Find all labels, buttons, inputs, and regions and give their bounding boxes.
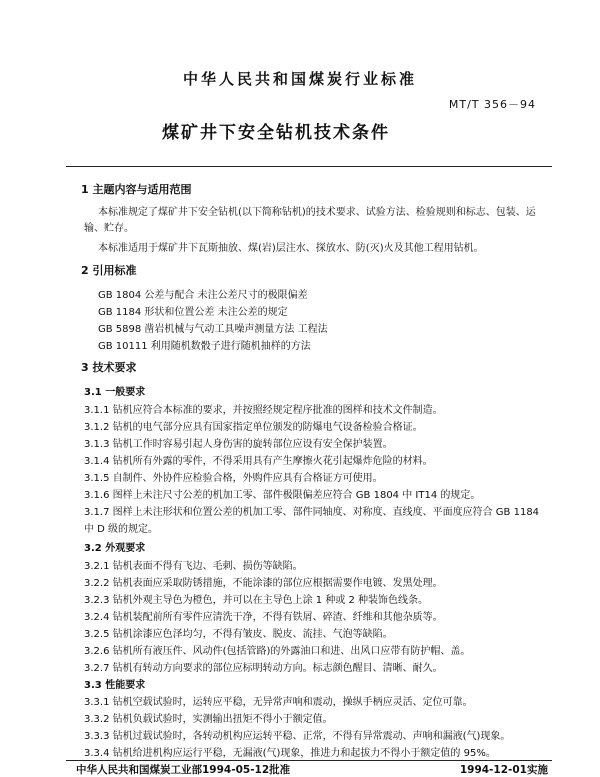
clause-item: 3.2.1 钻机表面不得有飞边、毛刺、损伤等缺陷。 <box>84 561 303 572</box>
clause-item: 3.1.3 钻机工作时容易引起人身伤害的旋转部位应设有安全保护装置。 <box>84 439 393 450</box>
reference-item: GB 1184 形状和位置公差 未注公差的规定 <box>98 307 288 318</box>
issuing-organization: 中华人民共和国煤炭行业标准 <box>182 70 417 88</box>
subsection-3-3-heading: 3.3 性能要求 <box>84 680 146 691</box>
clause-item: 3.2.4 钻机装配前所有零件应清洗干净，不得有铁屑、碎渣、纤维和其他杂质等。 <box>84 612 443 623</box>
clause-item-continuation: 中 D 级的规定。 <box>84 524 159 535</box>
clause-item: 3.1.2 钻机的电气部分应具有国家指定单位颁发的防爆电气设备检验合格证。 <box>84 422 423 433</box>
clause-item: 3.1.1 钻机应符合本标准的要求，并按照经规定程序批准的图样和技术文件制造。 <box>84 405 443 416</box>
clause-item: 3.2.5 钻机涂漆应色泽均匀，不得有皱皮、脱皮、流挂、气泡等缺陷。 <box>84 629 393 640</box>
reference-item: GB 5898 凿岩机械与气动工具噪声测量方法 工程法 <box>98 324 328 335</box>
header-rule <box>66 166 552 167</box>
clause-item: 3.3.1 钻机空载试验时，运转应平稳，无异常声响和震动，操纵手柄应灵活、定位可靠。 <box>84 697 473 708</box>
clause-item: 3.1.5 自制件、外协件应检验合格，外购件应具有合格证方可使用。 <box>84 473 383 484</box>
clause-item: 3.3.4 钻机给进机构应运行平稳，无漏液(气)现象，推进力和起拔力不得小于额定值的 95%。 <box>84 748 496 759</box>
subsection-3-2-heading: 3.2 外观要求 <box>84 543 146 554</box>
clause-item: 3.2.6 钻机所有液压件、风动件(包括管路)的外露油口和进、出风口应带有防护帽、盖。 <box>84 646 471 657</box>
subsection-3-1-heading: 3.1 一般要求 <box>84 387 146 398</box>
document-title: 煤矿井下安全钻机技术条件 <box>162 123 390 143</box>
clause-item: 3.1.6 图样上未注尺寸公差的机加工零、部件极限偏差应符合 GB 1804 中 IT14 的规定。 <box>84 490 481 501</box>
clause-item: 3.2.2 钻机表面应采取防锈措施，不能涂漆的部位应根据需要作电镀、发黑处理。 <box>84 578 443 589</box>
section-2-heading: 2 引用标准 <box>81 264 137 277</box>
clause-item: 3.3.3 钻机过载试验时，各转动机构应运转平稳、正常，不得有异常震动、声响和漏液(气)现象。 <box>84 731 511 742</box>
clause-item: 3.3.2 钻机负载试验时，实测输出扭矩不得小于额定值。 <box>84 714 333 725</box>
clause-item: 3.1.4 钻机所有外露的零件，不得采用具有产生摩擦火花引起爆炸危险的材料。 <box>84 456 433 467</box>
reference-item: GB 10111 利用随机数骰子进行随机抽样的方法 <box>98 341 311 352</box>
implementation-date: 1994-12-01实施 <box>459 764 548 776</box>
standard-number: MT/T 356－94 <box>448 98 536 111</box>
clause-item: 3.2.7 钻机有转动方向要求的部位应标明转动方向。标志颜色醒目、清晰、耐久。 <box>84 663 443 674</box>
approval-line: 中华人民共和国煤炭工业部1994-05-12批准 <box>76 764 291 776</box>
section-1-paragraph-2: 本标准适用于煤矿井下瓦斯抽放、煤(岩)层注水、探放水、防(灭)火及其他工程用钻机。 <box>98 243 484 254</box>
section-3-heading: 3 技术要求 <box>81 361 137 374</box>
section-1-heading: 1 主题内容与适用范围 <box>81 183 192 196</box>
clause-item: 3.1.7 图样上未注形状和位置公差的机加工零、部件同轴度、对称度、直线度、平面度应符合 GB 1184 <box>84 507 540 518</box>
footer-rule <box>66 760 552 761</box>
section-1-paragraph-1: 本标准规定了煤矿井下安全钻机(以下简称钻机)的技术要求、试验方法、检验规则和标志、包装、运输、贮存。 <box>84 207 536 234</box>
clause-item: 3.2.3 钻机外观主导色为橙色，并可以在主导色上涂 1 种或 2 种装饰色线条。 <box>84 595 429 606</box>
reference-item: GB 1804 公差与配合 未注公差尺寸的极限偏差 <box>98 290 308 301</box>
